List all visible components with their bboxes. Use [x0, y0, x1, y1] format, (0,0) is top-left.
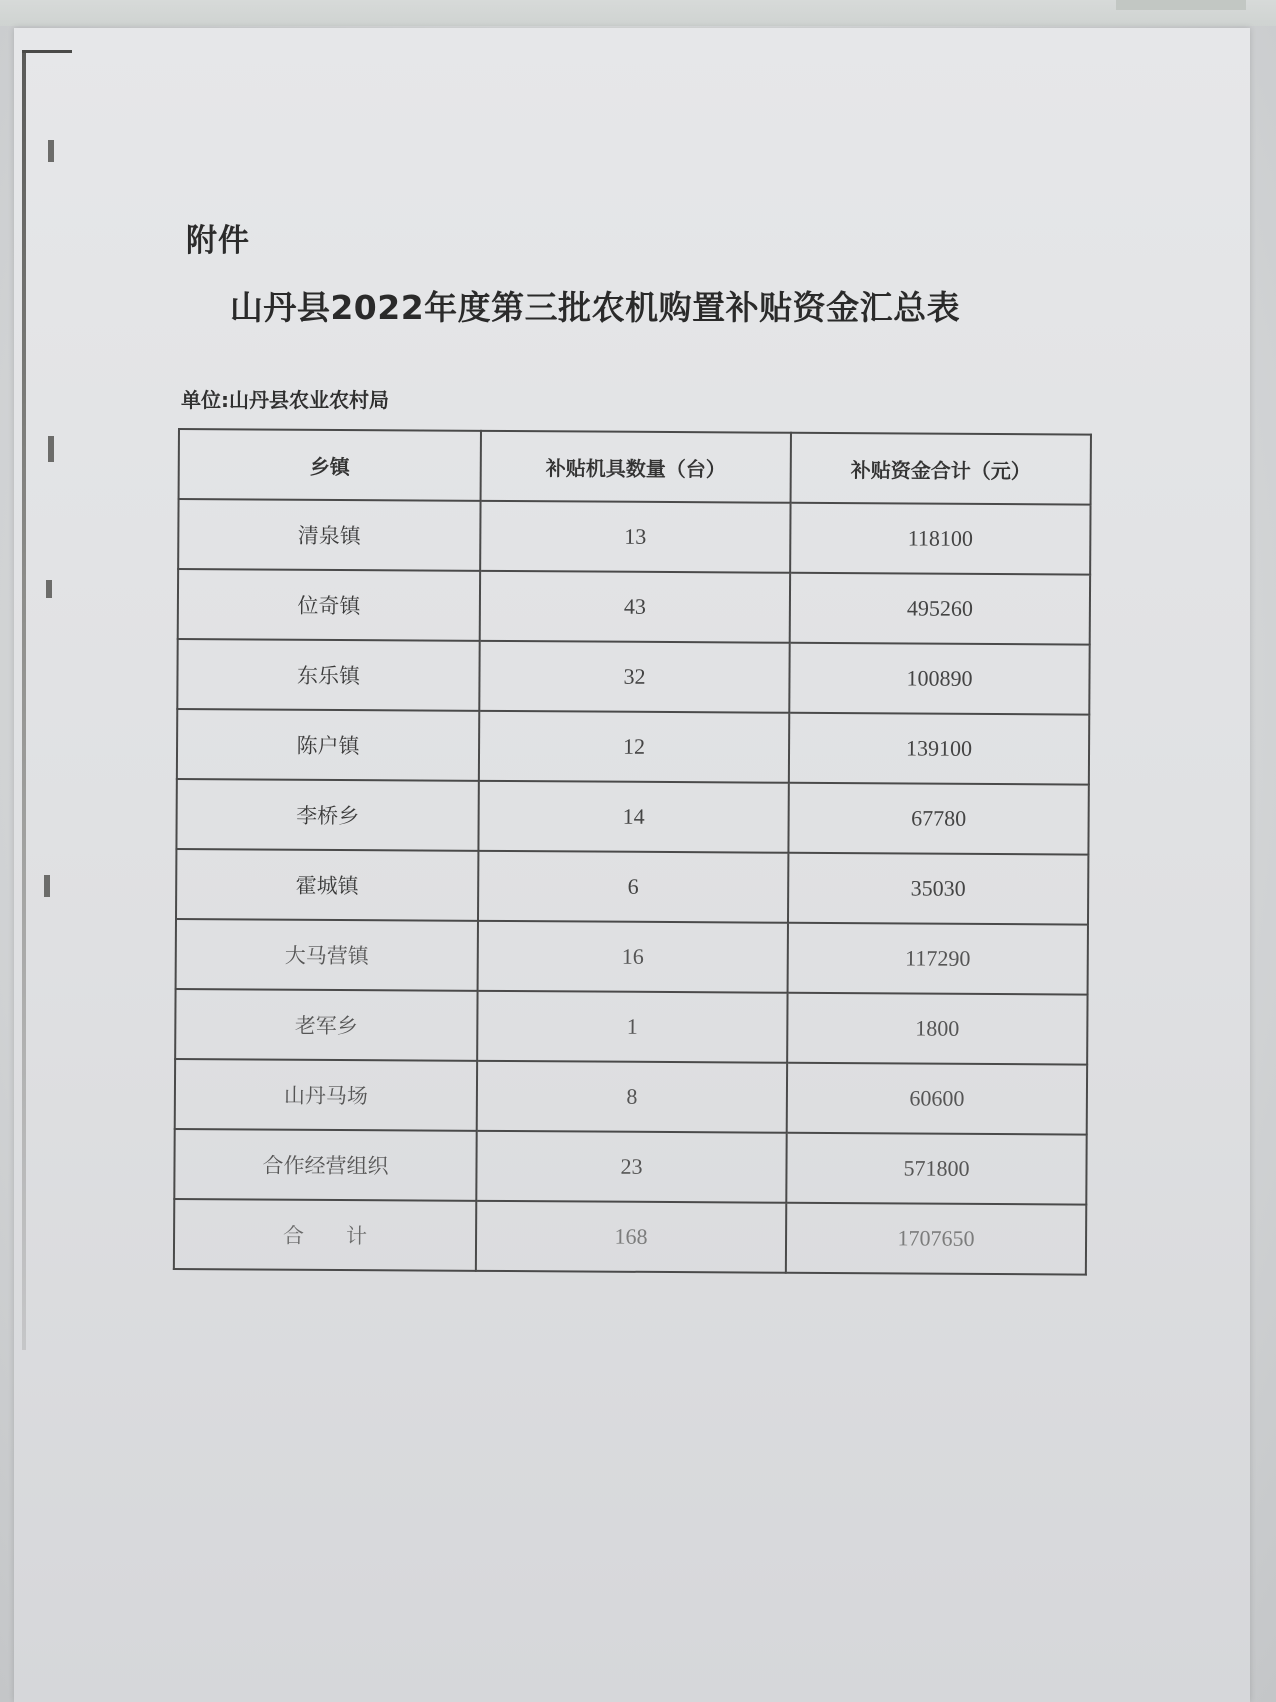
table-row — [176, 849, 1088, 925]
unit-line: 单位:山丹县农业农村局 — [181, 388, 389, 412]
table-row — [175, 1059, 1087, 1135]
town-cell: 合作经营组织 — [174, 1129, 476, 1201]
count-cell: 6 — [478, 851, 788, 923]
binding-mark — [48, 140, 54, 162]
town-cell: 位奇镇 — [178, 569, 480, 641]
total-label-cell: 合计 — [174, 1199, 476, 1271]
header-count: 补贴机具数量（台） — [481, 431, 791, 503]
town-cell: 东乐镇 — [177, 639, 479, 711]
top-edge-strip — [0, 0, 1276, 26]
header-town: 乡镇 — [179, 429, 481, 501]
amount-cell: 1800 — [787, 993, 1087, 1065]
amount-cell: 35030 — [788, 853, 1088, 925]
amount-cell: 118100 — [790, 503, 1090, 575]
amount-cell: 67780 — [788, 783, 1088, 855]
amount-cell: 117290 — [788, 923, 1088, 995]
count-cell: 1 — [477, 991, 787, 1063]
amount-cell: 139100 — [789, 713, 1089, 785]
page-corner-edge — [22, 50, 72, 53]
table-total-row — [174, 1199, 1086, 1275]
table-row — [177, 709, 1089, 785]
header-amount: 补贴资金合计（元） — [791, 433, 1091, 505]
count-cell: 43 — [480, 571, 790, 643]
binding-mark — [48, 436, 54, 462]
count-cell: 23 — [476, 1131, 786, 1203]
amount-cell: 495260 — [790, 573, 1090, 645]
town-cell: 陈户镇 — [177, 709, 479, 781]
subsidy-table-container — [173, 428, 1090, 1276]
count-cell: 14 — [478, 781, 788, 853]
amount-cell: 571800 — [786, 1133, 1086, 1205]
count-cell: 12 — [479, 711, 789, 783]
total-count-cell: 168 — [476, 1201, 786, 1273]
table-row — [174, 1129, 1086, 1205]
amount-cell: 100890 — [789, 643, 1089, 715]
table-row — [176, 779, 1088, 855]
document-title: 山丹县2022年度第三批农机购置补贴资金汇总表 — [229, 288, 961, 327]
town-cell: 山丹马场 — [175, 1059, 477, 1131]
town-cell: 老军乡 — [175, 989, 477, 1061]
count-cell: 13 — [480, 501, 790, 573]
count-cell: 32 — [479, 641, 789, 713]
binding-mark — [46, 580, 52, 598]
town-cell: 李桥乡 — [176, 779, 478, 851]
table-row — [178, 499, 1090, 575]
subsidy-summary-table — [173, 428, 1092, 1276]
town-cell: 大马营镇 — [176, 919, 478, 991]
table-row — [176, 919, 1088, 995]
top-edge-mark — [1116, 0, 1246, 10]
table-header-row — [179, 429, 1091, 505]
count-cell: 16 — [478, 921, 788, 993]
total-amount-cell: 1707650 — [786, 1203, 1086, 1275]
town-cell: 霍城镇 — [176, 849, 478, 921]
amount-cell: 60600 — [787, 1063, 1087, 1135]
table-row — [177, 639, 1089, 715]
table-row — [178, 569, 1090, 645]
table-row — [175, 989, 1087, 1065]
count-cell: 8 — [477, 1061, 787, 1133]
page-left-edge — [22, 50, 26, 1350]
town-cell: 清泉镇 — [178, 499, 480, 571]
attachment-label: 附件 — [186, 223, 250, 259]
binding-mark — [44, 875, 50, 897]
